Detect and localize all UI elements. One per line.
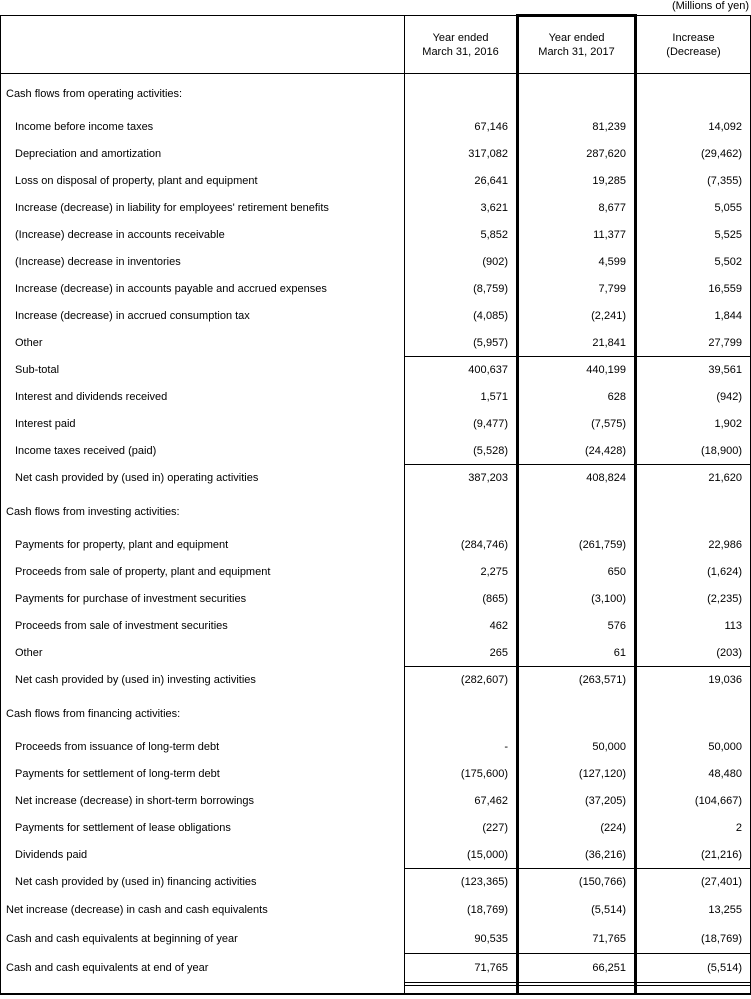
value-increase: 39,561 xyxy=(636,357,751,384)
row-label: Interest and dividends received xyxy=(15,391,168,403)
table-row xyxy=(1,586,751,613)
spacer-cell xyxy=(405,986,518,994)
value-2017 xyxy=(518,492,636,532)
value-2017: 71,765 xyxy=(518,925,636,954)
value-2017: 650 xyxy=(518,559,636,586)
table-row xyxy=(1,954,751,983)
value-2017: 408,824 xyxy=(518,465,636,492)
bottom-gap-spacer xyxy=(1,986,751,994)
value-increase: 5,502 xyxy=(714,256,742,268)
value-2017: (261,759) xyxy=(518,532,636,559)
value-2016: (5,528) xyxy=(405,438,518,465)
value-increase: 13,255 xyxy=(708,904,742,916)
table-row xyxy=(1,195,751,222)
value-2016: 387,203 xyxy=(405,465,518,492)
value-2017: 287,620 xyxy=(518,141,636,168)
row-label: Payments for purchase of investment securities xyxy=(15,593,247,605)
value-2016: 1,571 xyxy=(405,384,518,411)
value-increase: 27,799 xyxy=(708,336,742,349)
value-2016: (902) xyxy=(405,249,518,276)
value-increase: (104,667) xyxy=(694,795,742,807)
value-2016: (175,600) xyxy=(405,761,518,788)
row-label: Net increase (decrease) in short-term borrowings xyxy=(15,795,255,807)
value-2017: (36,216) xyxy=(518,842,636,869)
row-label: Cash flows from operating activities: xyxy=(6,87,183,100)
row-label: Increase (decrease) in accounts payable and accrued expenses xyxy=(15,283,327,295)
table-row xyxy=(1,734,751,761)
header-year-2016 xyxy=(405,16,518,74)
value-increase: 1,902 xyxy=(714,418,742,430)
table-row xyxy=(1,896,751,925)
value-increase: 5,055 xyxy=(714,202,742,214)
value-2017: (2,241) xyxy=(518,303,636,330)
value-increase: 22,986 xyxy=(708,539,742,551)
value-2016: 400,637 xyxy=(405,357,518,384)
section-header-row xyxy=(1,694,751,734)
value-2017: 4,599 xyxy=(518,249,636,276)
row-label: Increase (decrease) in accrued consumption tax xyxy=(15,310,250,322)
value-increase: 16,559 xyxy=(708,283,742,295)
value-2016: 2,275 xyxy=(405,559,518,586)
value-increase: 48,480 xyxy=(708,768,742,780)
value-2016: - xyxy=(405,734,518,761)
header-increase-decrease xyxy=(636,16,751,74)
cash-flow-table-body xyxy=(1,74,751,994)
row-label: Cash flows from investing activities: xyxy=(6,505,180,518)
value-2017: 81,239 xyxy=(518,114,636,141)
table-row xyxy=(1,249,751,276)
row-label: Net increase (decrease) in cash and cash equivalents xyxy=(6,904,268,916)
value-2017: (24,428) xyxy=(518,438,636,465)
value-2017: (5,514) xyxy=(518,896,636,925)
section-header-row xyxy=(1,74,751,114)
row-label: Cash and cash equivalents at beginning of year xyxy=(6,933,238,945)
header-year-2016-line1: Year ended xyxy=(432,31,489,44)
value-2017: 66,251 xyxy=(518,954,636,983)
table-row xyxy=(1,330,751,357)
value-2017 xyxy=(518,74,636,114)
table-row xyxy=(1,465,751,492)
value-2017: (37,205) xyxy=(518,788,636,815)
value-2017: 21,841 xyxy=(518,330,636,357)
value-2016: 67,462 xyxy=(405,788,518,815)
value-2016: (123,365) xyxy=(405,869,518,896)
table-row xyxy=(1,925,751,954)
header-year-2017-line1: Year ended xyxy=(548,32,605,44)
row-label: Proceeds from issuance of long-term debt xyxy=(15,741,220,753)
value-2017: 8,677 xyxy=(518,195,636,222)
value-2016: (8,759) xyxy=(405,276,518,303)
header-year-2017-line2: March 31, 2017 xyxy=(538,46,615,58)
value-2016: 71,765 xyxy=(405,954,518,983)
value-2016: 3,621 xyxy=(405,195,518,222)
value-2017: 576 xyxy=(518,613,636,640)
table-row xyxy=(1,559,751,586)
value-increase: (21,216) xyxy=(701,848,742,861)
spacer-cell xyxy=(518,986,636,994)
table-row xyxy=(1,869,751,896)
value-increase: (18,769) xyxy=(701,932,742,945)
value-increase: (5,514) xyxy=(636,954,751,983)
table-row xyxy=(1,761,751,788)
value-2016: 462 xyxy=(405,613,518,640)
row-label: Dividends paid xyxy=(15,849,88,861)
value-2016: (227) xyxy=(405,815,518,842)
value-increase: 2 xyxy=(735,822,742,834)
header-year-2017 xyxy=(518,16,636,74)
value-2016: (9,477) xyxy=(405,411,518,438)
header-year-2016-line2: March 31, 2016 xyxy=(422,45,499,58)
row-label: Loss on disposal of property, plant and equipment xyxy=(15,175,258,187)
value-2017: 50,000 xyxy=(518,734,636,761)
row-label: Other xyxy=(15,647,43,659)
value-increase: (2,235) xyxy=(707,593,742,605)
value-2016: (15,000) xyxy=(405,842,518,869)
value-2016: (5,957) xyxy=(405,330,518,357)
row-label: Payments for settlement of lease obligations xyxy=(15,822,231,834)
value-increase: (7,355) xyxy=(707,175,742,187)
header-increase-line2: (Decrease) xyxy=(666,45,721,58)
row-label: Payments for settlement of long-term debt xyxy=(15,768,220,780)
row-label: Sub-total xyxy=(15,364,60,376)
value-2016: 5,852 xyxy=(405,222,518,249)
row-label: Income taxes received (paid) xyxy=(15,445,157,457)
value-2017: (127,120) xyxy=(518,761,636,788)
table-row xyxy=(1,613,751,640)
table-row xyxy=(1,114,751,141)
row-label: Proceeds from sale of property, plant and equipment xyxy=(15,566,271,578)
row-label: Net cash provided by (used in) investing activities xyxy=(15,674,256,686)
value-2017: 11,377 xyxy=(518,222,636,249)
value-2017: (224) xyxy=(518,815,636,842)
value-2017: 61 xyxy=(518,640,636,667)
value-increase: (29,462) xyxy=(701,148,742,160)
table-row xyxy=(1,788,751,815)
row-label: Cash and cash equivalents at end of year xyxy=(6,962,209,974)
value-increase: (1,624) xyxy=(707,566,742,578)
table-row xyxy=(1,411,751,438)
value-2016: (282,607) xyxy=(405,667,518,694)
value-increase: 19,036 xyxy=(636,667,751,694)
value-increase: (203) xyxy=(716,646,742,659)
row-label: Payments for property, plant and equipment xyxy=(15,539,229,551)
value-2017: 628 xyxy=(518,384,636,411)
value-increase: 14,092 xyxy=(708,121,742,133)
value-increase: (942) xyxy=(716,391,742,403)
table-row xyxy=(1,303,751,330)
value-increase: 50,000 xyxy=(708,741,742,753)
table-header-row xyxy=(1,16,751,74)
value-2016: 90,535 xyxy=(405,925,518,954)
header-increase-line1: Increase xyxy=(672,31,715,44)
value-2017: (150,766) xyxy=(518,869,636,896)
value-2016: (4,085) xyxy=(405,303,518,330)
row-label: Other xyxy=(15,337,43,349)
value-2016: (284,746) xyxy=(405,532,518,559)
value-increase: (27,401) xyxy=(636,869,751,896)
value-increase xyxy=(636,74,751,114)
table-row xyxy=(1,276,751,303)
unit-note: (Millions of yen) xyxy=(671,0,749,12)
value-2016: 26,641 xyxy=(405,168,518,195)
section-header-row xyxy=(1,492,751,532)
row-label: (Increase) decrease in accounts receivable xyxy=(15,229,225,241)
table-row xyxy=(1,842,751,869)
value-2016: 317,082 xyxy=(405,141,518,168)
table-row xyxy=(1,357,751,384)
spacer-cell xyxy=(636,986,751,994)
value-2017: (263,571) xyxy=(518,667,636,694)
table-row xyxy=(1,667,751,694)
value-2017: (3,100) xyxy=(518,586,636,613)
table-row xyxy=(1,532,751,559)
value-increase: 113 xyxy=(724,620,742,632)
table-row xyxy=(1,141,751,168)
table-row xyxy=(1,384,751,411)
row-label: Increase (decrease) in liability for employees' retirement benefits xyxy=(15,202,329,214)
table-row xyxy=(1,815,751,842)
row-label: Net cash provided by (used in) operating activities xyxy=(15,472,259,484)
value-2017: 19,285 xyxy=(518,168,636,195)
value-increase: 21,620 xyxy=(636,465,751,492)
value-2017: 440,199 xyxy=(518,357,636,384)
row-label: Depreciation and amortization xyxy=(15,148,162,160)
value-2016 xyxy=(405,492,518,532)
header-label-column xyxy=(1,16,405,74)
value-2016 xyxy=(405,694,518,734)
value-increase xyxy=(636,694,751,734)
spacer-cell xyxy=(1,986,405,994)
table-row xyxy=(1,222,751,249)
value-2016: 265 xyxy=(405,640,518,667)
row-label: Net cash provided by (used in) financing activities xyxy=(15,876,257,888)
value-2017: (7,575) xyxy=(518,411,636,438)
value-increase: (18,900) xyxy=(701,444,742,457)
value-2016 xyxy=(405,74,518,114)
cash-flow-table xyxy=(0,14,751,995)
row-label: Interest paid xyxy=(15,418,76,430)
value-2016: 67,146 xyxy=(405,114,518,141)
value-2017: 7,799 xyxy=(518,276,636,303)
value-increase xyxy=(636,492,751,532)
value-2016: (865) xyxy=(405,586,518,613)
row-label: Proceeds from sale of investment securities xyxy=(15,620,228,632)
row-label: Income before income taxes xyxy=(15,121,154,133)
table-row xyxy=(1,640,751,667)
value-increase: 1,844 xyxy=(714,310,742,322)
value-increase: 5,525 xyxy=(714,229,742,241)
value-2017 xyxy=(518,694,636,734)
row-label: (Increase) decrease in inventories xyxy=(15,256,181,268)
value-2016: (18,769) xyxy=(405,896,518,925)
table-row xyxy=(1,438,751,465)
table-row xyxy=(1,168,751,195)
row-label: Cash flows from financing activities: xyxy=(6,707,181,720)
